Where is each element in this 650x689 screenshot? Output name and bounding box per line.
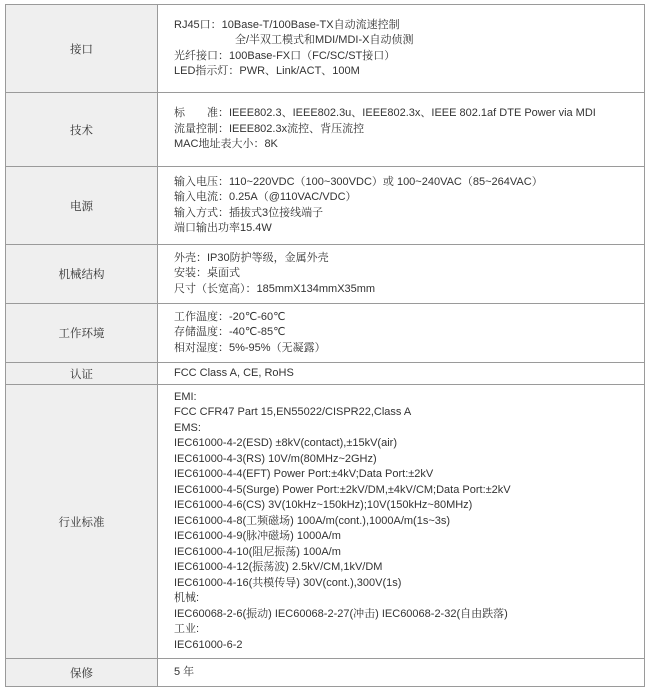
row-label: 机械结构 <box>6 245 158 304</box>
value-line: 机械: <box>174 592 200 605</box>
value-line: IEC61000-6-2 <box>174 638 243 651</box>
row-label: 保修 <box>6 659 158 687</box>
value-line: 流量控制：IEEE802.3x流控、背压流控 <box>174 122 365 135</box>
value-line: FCC CFR47 Part 15,EN55022/CISPR22,Class A <box>174 406 412 419</box>
value-line: LED指示灯：PWR、Link/ACT、100M <box>174 65 360 77</box>
row-value <box>158 245 645 304</box>
spec-row-power <box>6 167 645 245</box>
row-value <box>158 5 645 93</box>
value-line: 相对湿度：5%-95%（无凝露） <box>174 341 326 354</box>
value-line: 存储温度：-40℃-85℃ <box>174 326 286 339</box>
value-line: 端口输出功率15.4W <box>174 222 272 234</box>
value-line: IEC61000-4-9(脉冲磁场) 1000A/m <box>174 530 341 543</box>
row-label: 技术 <box>6 93 158 167</box>
value-line: EMI: <box>174 390 197 403</box>
row-label: 电源 <box>6 167 158 245</box>
spec-row-warranty <box>6 659 645 687</box>
spec-table <box>5 4 645 687</box>
value-line: 标 准：IEEE802.3、IEEE802.3u、IEEE802.3x、IEEE 802.1af DTE Power via MDI <box>174 107 596 120</box>
row-value <box>158 385 645 659</box>
row-value <box>158 93 645 167</box>
value-line: RJ45口：10Base-T/100Base-TX自动流速控制 <box>174 18 400 31</box>
value-line: IEC61000-4-8(工频磁场) 100A/m(cont.),1000A/m(1s~3s) <box>174 514 451 527</box>
row-label: 行业标准 <box>6 385 158 659</box>
row-value <box>158 659 645 687</box>
value-line: IEC61000-4-2(ESD) ±8kV(contact),±15kV(air) <box>174 437 397 450</box>
row-label: 工作环境 <box>6 304 158 363</box>
value-line: IEC61000-4-16(共模传导) 30V(cont.),300V(1s) <box>174 576 402 589</box>
row-label: 接口 <box>6 5 158 93</box>
spec-row-standards <box>6 385 645 659</box>
spec-row-certification <box>6 363 645 385</box>
value-line: 安装：桌面式 <box>174 267 240 280</box>
value-line: 全/半双工模式和MDI/MDI-X自动侦测 <box>235 34 414 46</box>
value-line: 输入电压：110~220VDC（100~300VDC）或 100~240VAC（85~264VAC） <box>174 175 543 188</box>
value-line: FCC Class A, CE, RoHS <box>174 366 294 379</box>
value-line: IEC60068-2-6(振动) IEC60068-2-27(冲击) IEC60068-2-32(自由跌落) <box>174 607 508 620</box>
spec-row-technology <box>6 93 645 167</box>
value-line: 光纤接口：100Base-FX口（FC/SC/ST接口） <box>174 49 396 62</box>
value-line: 输入电流：0.25A（@110VAC/VDC） <box>174 191 357 203</box>
value-line: 工业: <box>174 623 200 636</box>
spec-row-mechanical <box>6 245 645 304</box>
value-line: 输入方式：插拔式3位接线端子 <box>174 206 324 219</box>
value-line: 5 年 <box>174 665 195 678</box>
row-label: 认证 <box>6 363 158 385</box>
row-value <box>158 304 645 363</box>
value-line: IEC61000-4-12(振荡波) 2.5kV/CM,1kV/DM <box>174 561 383 574</box>
value-line: IEC61000-4-5(Surge) Power Port:±2kV/DM,±4kV/CM;Data Port:±2kV <box>174 483 511 496</box>
value-line: 外壳：IP30防护等级，金属外壳 <box>174 251 329 264</box>
value-line: IEC61000-4-6(CS) 3V(10kHz~150kHz);10V(150kHz~80MHz) <box>174 499 473 512</box>
value-line: 尺寸（长宽高）：185mmX134mmX35mm <box>174 282 376 295</box>
spec-row-environment <box>6 304 645 363</box>
value-line: IEC61000-4-4(EFT) Power Port:±4kV;Data Port:±2kV <box>174 468 434 481</box>
value-line: 工作温度：-20℃-60℃ <box>174 310 286 323</box>
row-value <box>158 363 645 385</box>
value-line: IEC61000-4-3(RS) 10V/m(80MHz~2GHz) <box>174 452 377 465</box>
spec-row-interface <box>6 5 645 93</box>
value-line: EMS: <box>174 421 201 434</box>
value-line: MAC地址表大小：8K <box>174 138 278 151</box>
value-line: IEC61000-4-10(阻尼振荡) 100A/m <box>174 545 341 558</box>
row-value <box>158 167 645 245</box>
